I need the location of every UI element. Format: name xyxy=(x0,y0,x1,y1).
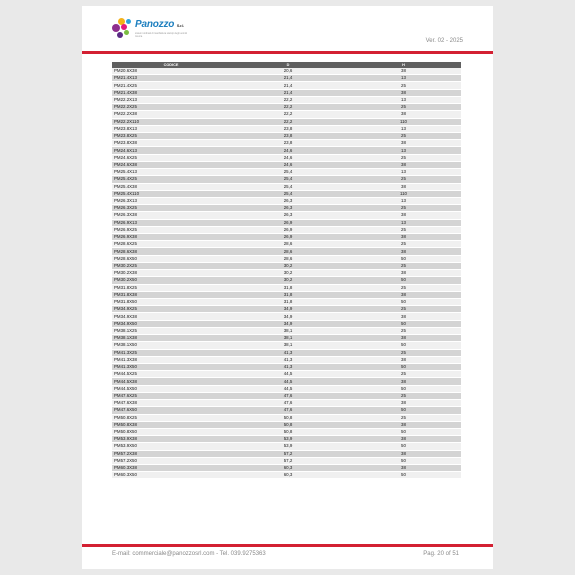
table-row xyxy=(112,414,461,421)
cell-h: 38 xyxy=(346,248,461,255)
cell-codice: PM26.3X25 xyxy=(112,205,230,212)
cell-h: 38 xyxy=(346,335,461,342)
brand-text: Panozzo xyxy=(135,19,175,30)
cell-codice: PM44.5X50 xyxy=(112,385,230,392)
cell-codice: PM23.8X25 xyxy=(112,132,230,139)
cell-d: 38,1 xyxy=(230,327,346,334)
cell-codice: PM25.4X13 xyxy=(112,169,230,176)
cell-d: 38,1 xyxy=(230,335,346,342)
table-row xyxy=(112,277,461,284)
cell-h: 25 xyxy=(346,371,461,378)
table-body xyxy=(112,68,461,479)
cell-h: 50 xyxy=(346,385,461,392)
cell-codice: PM47.6X50 xyxy=(112,407,230,414)
cell-codice: PM41.3X38 xyxy=(112,356,230,363)
column-header-h: H xyxy=(346,62,461,68)
cell-d: 44,5 xyxy=(230,371,346,378)
cell-h: 25 xyxy=(346,414,461,421)
cell-d: 26,9 xyxy=(230,234,346,241)
cell-h: 38 xyxy=(346,465,461,472)
cell-d: 50,8 xyxy=(230,428,346,435)
cell-d: 21,4 xyxy=(230,75,346,82)
cell-h: 25 xyxy=(346,241,461,248)
cell-h: 50 xyxy=(346,277,461,284)
cell-codice: PM50.8X25 xyxy=(112,414,230,421)
cell-h: 25 xyxy=(346,284,461,291)
cell-h: 50 xyxy=(346,320,461,327)
cell-d: 22,2 xyxy=(230,111,346,118)
table-row xyxy=(112,306,461,313)
table-row xyxy=(112,132,461,139)
cell-codice: PM24.6X13 xyxy=(112,147,230,154)
table-row xyxy=(112,371,461,378)
cell-d: 41,3 xyxy=(230,356,346,363)
cell-h: 38 xyxy=(346,111,461,118)
table-row xyxy=(112,212,461,219)
cell-codice: PM38.1X50 xyxy=(112,342,230,349)
cell-d: 57,2 xyxy=(230,450,346,457)
cell-codice: PM44.5X38 xyxy=(112,378,230,385)
cell-codice: PM53.9X50 xyxy=(112,443,230,450)
cell-h: 13 xyxy=(346,125,461,132)
cell-d: 25,4 xyxy=(230,190,346,197)
cell-h: 50 xyxy=(346,342,461,349)
cell-d: 28,6 xyxy=(230,241,346,248)
cell-codice: PM21.4X25 xyxy=(112,82,230,89)
cell-h: 38 xyxy=(346,356,461,363)
cell-d: 26,3 xyxy=(230,212,346,219)
cell-h: 13 xyxy=(346,197,461,204)
cell-h: 38 xyxy=(346,313,461,320)
table-row xyxy=(112,161,461,168)
cell-codice: PM23.8X13 xyxy=(112,125,230,132)
cell-h: 50 xyxy=(346,255,461,262)
cell-h: 38 xyxy=(346,212,461,219)
cell-d: 44,5 xyxy=(230,378,346,385)
cell-h: 25 xyxy=(346,306,461,313)
cell-d: 26,9 xyxy=(230,219,346,226)
table-row xyxy=(112,104,461,111)
table-row xyxy=(112,465,461,472)
table-row xyxy=(112,183,461,190)
cell-h: 13 xyxy=(346,219,461,226)
header-divider xyxy=(82,51,493,54)
cell-d: 31,8 xyxy=(230,299,346,306)
cell-h: 25 xyxy=(346,104,461,111)
cell-codice: PM25.4X25 xyxy=(112,176,230,183)
cell-codice: PM34.9X50 xyxy=(112,320,230,327)
page-number: Pag. 20 of 51 xyxy=(423,551,459,557)
cell-codice: PM60.3X38 xyxy=(112,465,230,472)
footer-contact: E-mail: commerciale@panozzosrl.com - Tel. 039.9275363 xyxy=(112,551,266,557)
cell-h: 110 xyxy=(346,190,461,197)
table-row xyxy=(112,392,461,399)
cell-codice: PM24.6X25 xyxy=(112,154,230,161)
table-row xyxy=(112,400,461,407)
cell-h: 38 xyxy=(346,378,461,385)
cell-h: 25 xyxy=(346,176,461,183)
cell-h: 38 xyxy=(346,68,461,75)
cell-d: 25,4 xyxy=(230,176,346,183)
cell-h: 50 xyxy=(346,428,461,435)
cell-h: 25 xyxy=(346,205,461,212)
table-row xyxy=(112,407,461,414)
cell-codice: PM30.2X38 xyxy=(112,270,230,277)
table-row xyxy=(112,255,461,262)
cell-d: 24,6 xyxy=(230,161,346,168)
cell-d: 22,2 xyxy=(230,96,346,103)
cell-h: 38 xyxy=(346,161,461,168)
cell-h: 38 xyxy=(346,234,461,241)
table-row xyxy=(112,299,461,306)
table-row xyxy=(112,457,461,464)
brand-suffix: S.r.l. xyxy=(176,23,185,28)
table-row xyxy=(112,291,461,298)
cell-h: 38 xyxy=(346,89,461,96)
cell-codice: PM30.2X50 xyxy=(112,277,230,284)
table-row xyxy=(112,169,461,176)
table-row xyxy=(112,335,461,342)
table-row xyxy=(112,147,461,154)
cell-codice: PM25.4X38 xyxy=(112,183,230,190)
cell-d: 26,9 xyxy=(230,226,346,233)
cell-codice: PM21.4X38 xyxy=(112,89,230,96)
cell-codice: PM22.2X38 xyxy=(112,111,230,118)
table-row xyxy=(112,96,461,103)
table-row xyxy=(112,284,461,291)
table-row xyxy=(112,197,461,204)
cell-codice: PM25.4X110 xyxy=(112,190,230,197)
cell-d: 24,6 xyxy=(230,147,346,154)
cell-h: 50 xyxy=(346,457,461,464)
cell-d: 22,2 xyxy=(230,118,346,125)
cell-h: 50 xyxy=(346,472,461,479)
cell-codice: PM21.4X13 xyxy=(112,75,230,82)
cell-h: 110 xyxy=(346,118,461,125)
cell-d: 30,2 xyxy=(230,262,346,269)
cell-codice: PM23.8X38 xyxy=(112,140,230,147)
cell-d: 47,6 xyxy=(230,407,346,414)
table-row xyxy=(112,205,461,212)
document-page xyxy=(82,6,493,569)
brand-tagline: sistemi ordinati di manifattura stampi degli uomini ricerca xyxy=(135,32,188,38)
cell-codice: PM57.2X38 xyxy=(112,450,230,457)
cell-h: 38 xyxy=(346,270,461,277)
cell-d: 25,4 xyxy=(230,183,346,190)
cell-codice: PM26.9X25 xyxy=(112,226,230,233)
cell-d: 41,3 xyxy=(230,363,346,370)
cell-d: 23,8 xyxy=(230,140,346,147)
cell-h: 25 xyxy=(346,262,461,269)
cell-codice: PM22.2X110 xyxy=(112,118,230,125)
table-row xyxy=(112,89,461,96)
table-row xyxy=(112,443,461,450)
table-row xyxy=(112,248,461,255)
cell-d: 23,8 xyxy=(230,132,346,139)
cell-d: 26,3 xyxy=(230,205,346,212)
cell-codice: PM41.3X50 xyxy=(112,363,230,370)
cell-d: 44,5 xyxy=(230,385,346,392)
cell-codice: PM26.3X13 xyxy=(112,197,230,204)
cell-codice: PM47.6X25 xyxy=(112,392,230,399)
cell-h: 25 xyxy=(346,327,461,334)
table-row xyxy=(112,450,461,457)
cell-codice: PM34.9X25 xyxy=(112,306,230,313)
cell-d: 31,8 xyxy=(230,291,346,298)
cell-d: 34,9 xyxy=(230,320,346,327)
cell-d: 22,2 xyxy=(230,104,346,111)
cell-codice: PM28.6X50 xyxy=(112,255,230,262)
column-header-codice: CODICE xyxy=(112,62,230,68)
cell-codice: PM34.9X38 xyxy=(112,313,230,320)
cell-h: 25 xyxy=(346,154,461,161)
document-version: Ver. 02 - 2025 xyxy=(425,38,463,44)
cell-d: 21,4 xyxy=(230,82,346,89)
cell-h: 25 xyxy=(346,392,461,399)
cell-h: 25 xyxy=(346,226,461,233)
cell-codice: PM30.2X25 xyxy=(112,262,230,269)
cell-codice: PM57.2X50 xyxy=(112,457,230,464)
cell-codice: PM26.9X13 xyxy=(112,219,230,226)
cell-codice: PM31.8X50 xyxy=(112,299,230,306)
table-row xyxy=(112,363,461,370)
table-row xyxy=(112,472,461,479)
cell-codice: PM31.8X38 xyxy=(112,291,230,298)
cell-d: 23,8 xyxy=(230,125,346,132)
cell-h: 13 xyxy=(346,169,461,176)
footer-divider xyxy=(82,544,493,547)
cell-d: 26,3 xyxy=(230,197,346,204)
cell-h: 38 xyxy=(346,421,461,428)
cell-codice: PM60.3X50 xyxy=(112,472,230,479)
cell-h: 38 xyxy=(346,183,461,190)
table-row xyxy=(112,118,461,125)
cell-h: 13 xyxy=(346,147,461,154)
table-row xyxy=(112,356,461,363)
cell-d: 28,6 xyxy=(230,255,346,262)
cell-h: 25 xyxy=(346,349,461,356)
table-row xyxy=(112,241,461,248)
cell-codice: PM44.5X25 xyxy=(112,371,230,378)
cell-d: 20,6 xyxy=(230,68,346,75)
table-row xyxy=(112,190,461,197)
cell-d: 53,9 xyxy=(230,443,346,450)
table-row xyxy=(112,349,461,356)
brand-name xyxy=(135,19,184,30)
table-row xyxy=(112,68,461,75)
cell-codice: PM41.3X25 xyxy=(112,349,230,356)
cell-codice: PM38.1X38 xyxy=(112,335,230,342)
table-row xyxy=(112,428,461,435)
cell-d: 28,6 xyxy=(230,248,346,255)
cell-codice: PM28.6X38 xyxy=(112,248,230,255)
table-row xyxy=(112,385,461,392)
cell-d: 38,1 xyxy=(230,342,346,349)
cell-h: 38 xyxy=(346,436,461,443)
table-row xyxy=(112,82,461,89)
cell-codice: PM31.8X25 xyxy=(112,284,230,291)
cell-h: 38 xyxy=(346,140,461,147)
cell-h: 25 xyxy=(346,132,461,139)
product-table xyxy=(112,62,461,479)
table-row xyxy=(112,154,461,161)
cell-h: 38 xyxy=(346,291,461,298)
cell-codice: PM22.2X25 xyxy=(112,104,230,111)
cell-d: 21,4 xyxy=(230,89,346,96)
cell-h: 50 xyxy=(346,407,461,414)
cell-codice: PM24.6X38 xyxy=(112,161,230,168)
cell-codice: PM50.8X38 xyxy=(112,421,230,428)
table-row xyxy=(112,140,461,147)
cell-d: 47,6 xyxy=(230,392,346,399)
table-row xyxy=(112,262,461,269)
cell-codice: PM47.6X38 xyxy=(112,400,230,407)
cell-d: 57,2 xyxy=(230,457,346,464)
cell-h: 50 xyxy=(346,299,461,306)
table-row xyxy=(112,270,461,277)
table-row xyxy=(112,226,461,233)
cell-d: 24,6 xyxy=(230,154,346,161)
cell-codice: PM53.9X38 xyxy=(112,436,230,443)
cell-d: 34,9 xyxy=(230,306,346,313)
cell-d: 50,8 xyxy=(230,414,346,421)
table-row xyxy=(112,176,461,183)
table-row xyxy=(112,320,461,327)
cell-h: 50 xyxy=(346,443,461,450)
cell-h: 38 xyxy=(346,400,461,407)
cell-codice: PM38.1X25 xyxy=(112,327,230,334)
table-row xyxy=(112,75,461,82)
table-row xyxy=(112,378,461,385)
cell-d: 31,8 xyxy=(230,284,346,291)
company-logo xyxy=(112,18,192,46)
column-header-d: D xyxy=(230,62,346,68)
table-row xyxy=(112,125,461,132)
cell-h: 13 xyxy=(346,96,461,103)
cell-h: 25 xyxy=(346,82,461,89)
cell-d: 41,3 xyxy=(230,349,346,356)
cell-codice: PM20.6X38 xyxy=(112,68,230,75)
table-row xyxy=(112,436,461,443)
table-row xyxy=(112,111,461,118)
cell-d: 30,2 xyxy=(230,277,346,284)
cell-codice: PM26.3X38 xyxy=(112,212,230,219)
cell-codice: PM22.2X13 xyxy=(112,96,230,103)
table-row xyxy=(112,313,461,320)
cell-d: 25,4 xyxy=(230,169,346,176)
cell-d: 50,8 xyxy=(230,421,346,428)
cell-h: 50 xyxy=(346,363,461,370)
table-row xyxy=(112,234,461,241)
cell-d: 47,6 xyxy=(230,400,346,407)
table-row xyxy=(112,342,461,349)
cell-codice: PM50.8X50 xyxy=(112,428,230,435)
logo-dots-icon xyxy=(112,18,134,44)
cell-d: 30,2 xyxy=(230,270,346,277)
table-row xyxy=(112,421,461,428)
cell-codice: PM28.6X25 xyxy=(112,241,230,248)
cell-h: 38 xyxy=(346,450,461,457)
cell-d: 53,9 xyxy=(230,436,346,443)
table-row xyxy=(112,327,461,334)
table-row xyxy=(112,219,461,226)
cell-codice: PM26.9X38 xyxy=(112,234,230,241)
cell-d: 60,3 xyxy=(230,465,346,472)
cell-d: 34,9 xyxy=(230,313,346,320)
cell-h: 13 xyxy=(346,75,461,82)
cell-d: 60,3 xyxy=(230,472,346,479)
